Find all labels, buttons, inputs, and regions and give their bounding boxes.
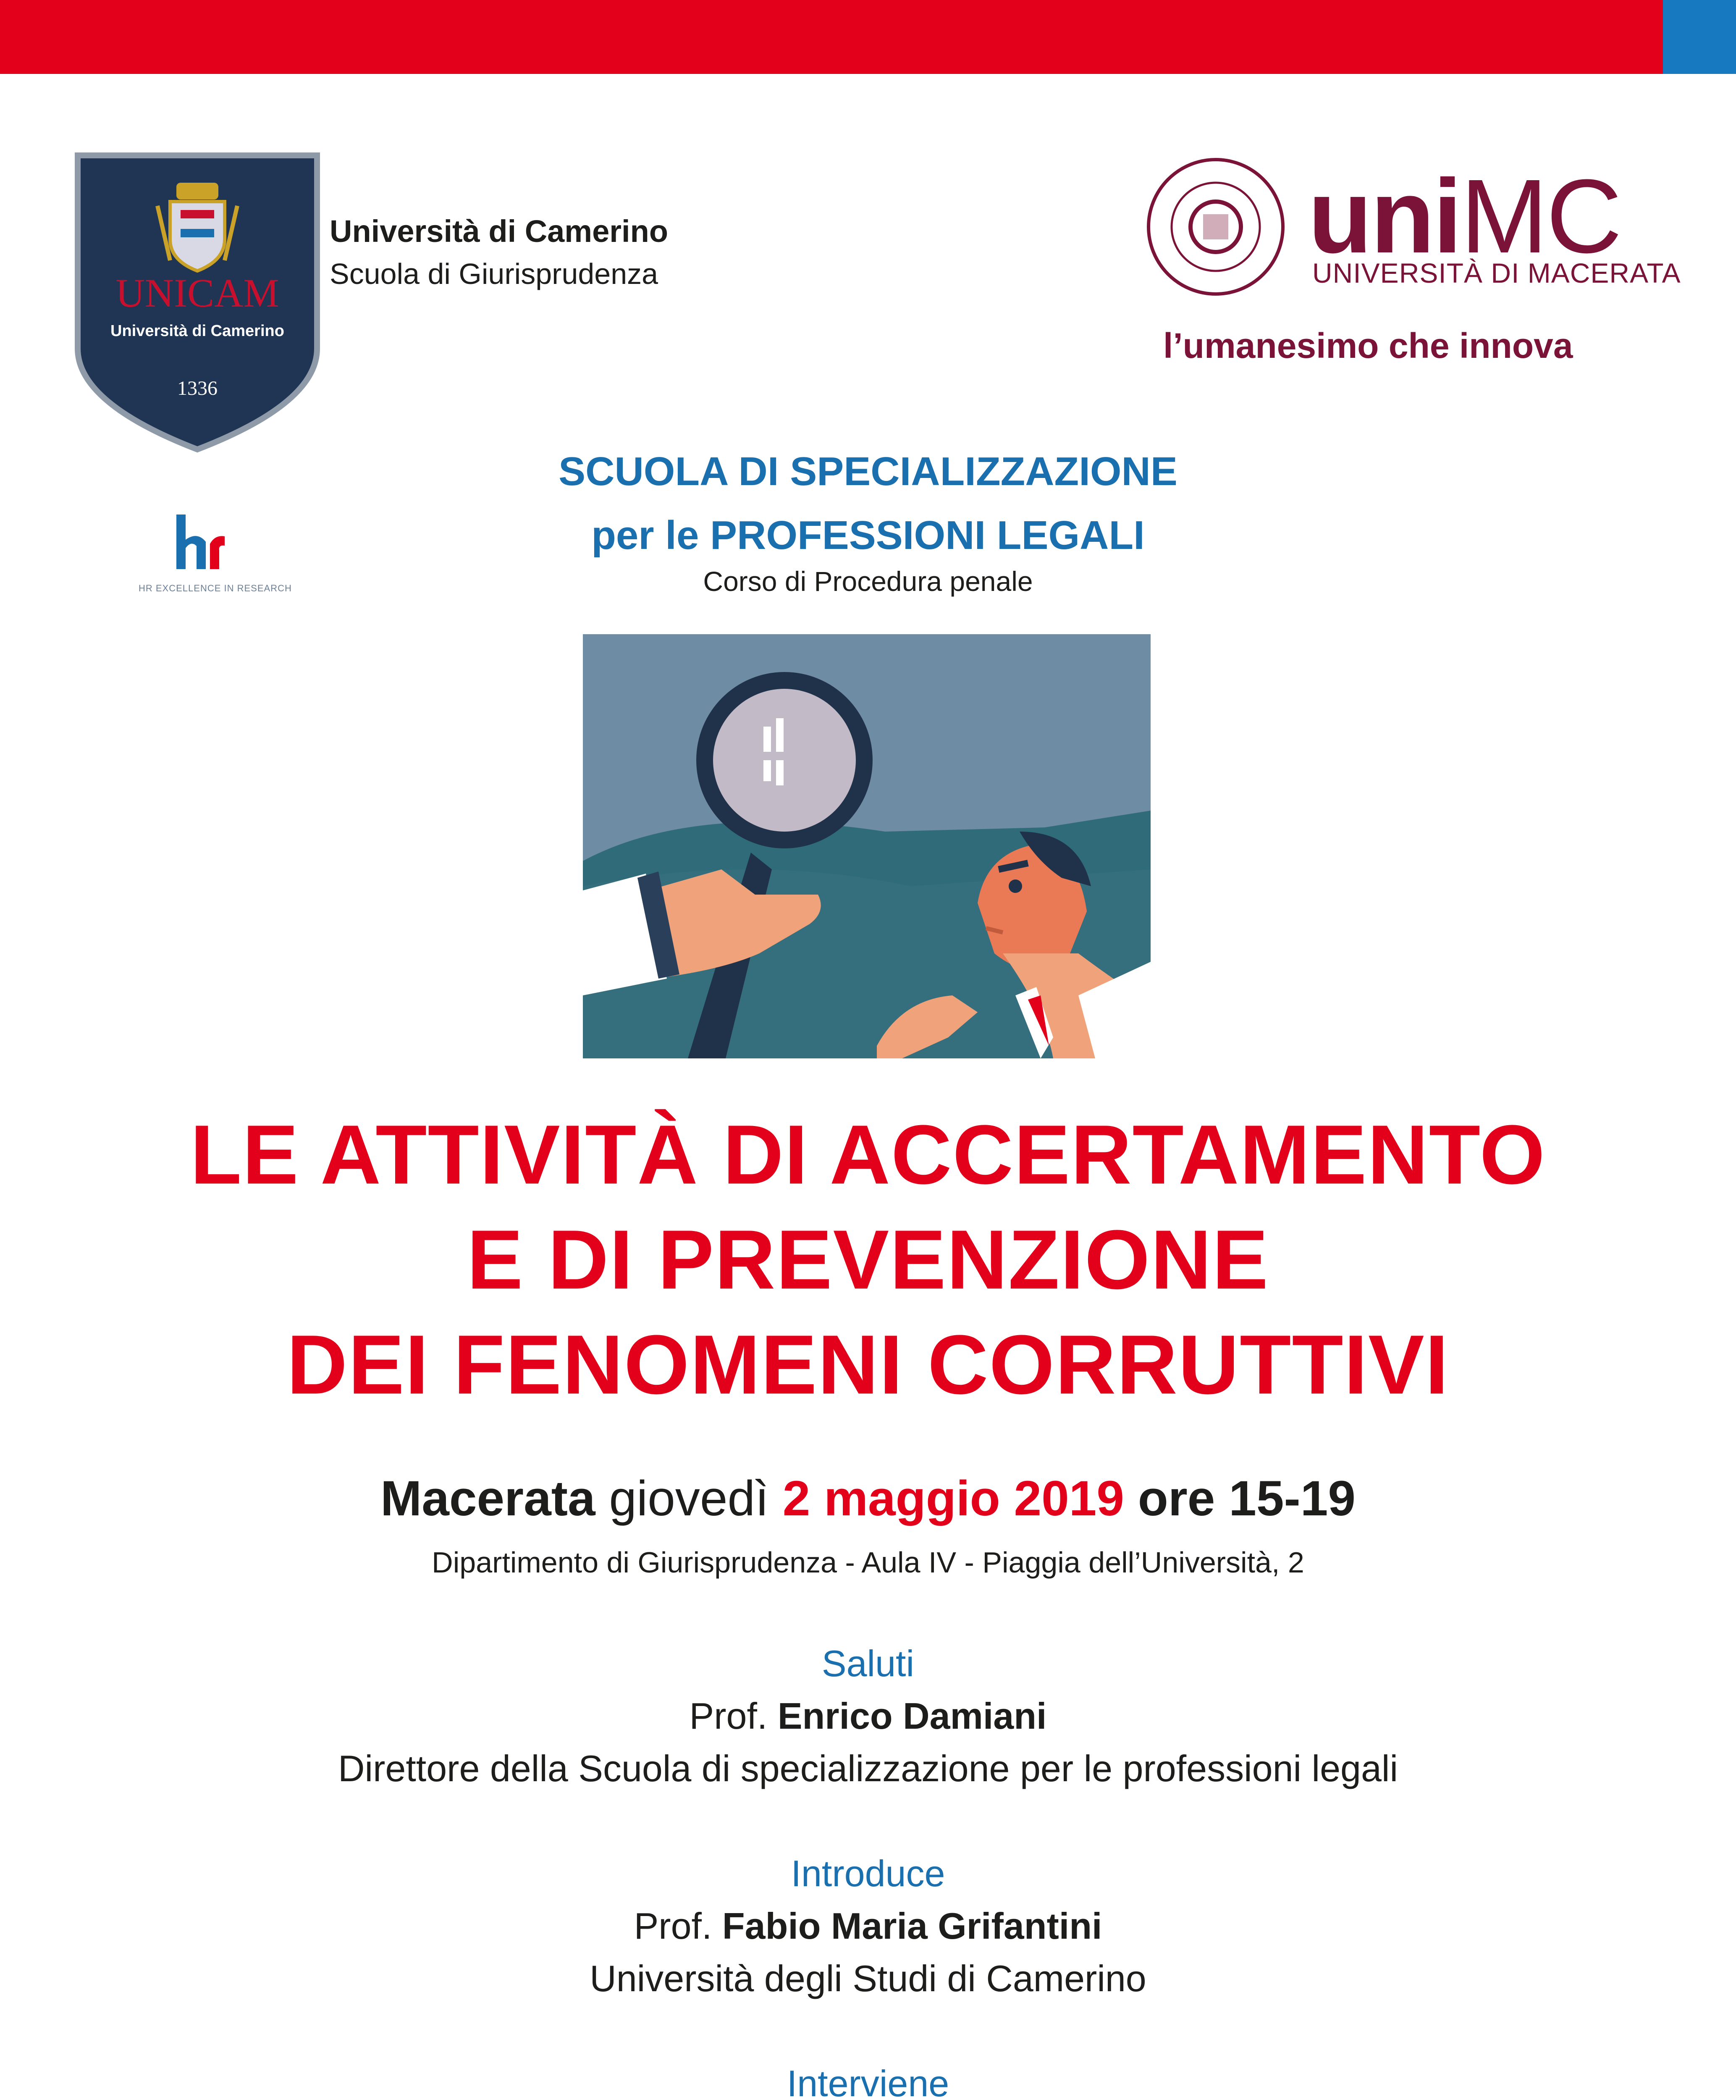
event-city: Macerata <box>380 1471 595 1526</box>
event-title-line2: E DI PREVENZIONE <box>467 1213 1269 1307</box>
unicam-shield-logo <box>73 151 321 454</box>
event-time: ore 15-19 <box>1138 1471 1356 1526</box>
top-bar-blue <box>1663 0 1736 74</box>
event-venue: Dipartimento di Giurisprudenza - Aula IV - Piaggia dell’Università, 2 <box>432 1546 1304 1579</box>
program-speaker-2 <box>0 1905 1736 1948</box>
magnifying-glass-illustration <box>583 634 1151 1058</box>
speaker-name: Fabio Maria Grifantini <box>722 1905 1102 1947</box>
hr-logo-caption: HR EXCELLENCE IN RESEARCH <box>139 583 292 593</box>
unicam-shield-name: UNICAM <box>115 270 279 315</box>
unimc-tagline: l’umanesimo che innova <box>1163 326 1573 365</box>
speaker-affiliation: Direttore della Scuola di specializzazione per le professioni legali <box>338 1748 1398 1789</box>
event-datetime <box>0 1470 1736 1527</box>
speaker-title: Prof. <box>689 1695 768 1737</box>
unicam-shield-year: 1336 <box>177 377 218 399</box>
top-bar-red <box>0 0 1663 74</box>
event-title-line3: DEI FENOMENI CORRUTTIVI <box>286 1318 1450 1412</box>
unimc-wordmark <box>1308 158 1621 275</box>
speaker-name: Enrico Damiani <box>777 1695 1047 1737</box>
program-speaker-1 <box>0 1695 1736 1738</box>
unimc-subtitle: UNIVERSITÀ DI MACERATA <box>1312 257 1681 289</box>
program-role-introduce: Introduce <box>791 1853 945 1894</box>
school-name-line2: per le PROFESSIONI LEGALI <box>591 513 1145 558</box>
course-name: Corso di Procedura penale <box>703 566 1033 597</box>
unicam-name: Università di Camerino <box>330 214 669 249</box>
event-day: giovedì <box>609 1471 769 1526</box>
program-role-saluti: Saluti <box>821 1643 915 1684</box>
event-date: 2 maggio 2019 <box>782 1471 1124 1526</box>
unicam-shield-subtitle: Università di Camerino <box>110 322 284 340</box>
event-title-line1: LE ATTIVITÀ DI ACCERTAMENTO <box>190 1108 1546 1202</box>
speaker-affiliation: Università degli Studi di Camerino <box>590 1958 1146 1999</box>
unimc-mc: MC <box>1460 158 1621 275</box>
unimc-seal-icon <box>1144 155 1287 298</box>
speaker-title: Prof. <box>634 1905 712 1947</box>
school-name-line1: SCUOLA DI SPECIALIZZAZIONE <box>559 449 1177 494</box>
unicam-school: Scuola di Giurisprudenza <box>330 257 658 290</box>
unimc-uni: uni <box>1308 158 1461 275</box>
program-role-interviene: Interviene <box>787 2063 949 2100</box>
